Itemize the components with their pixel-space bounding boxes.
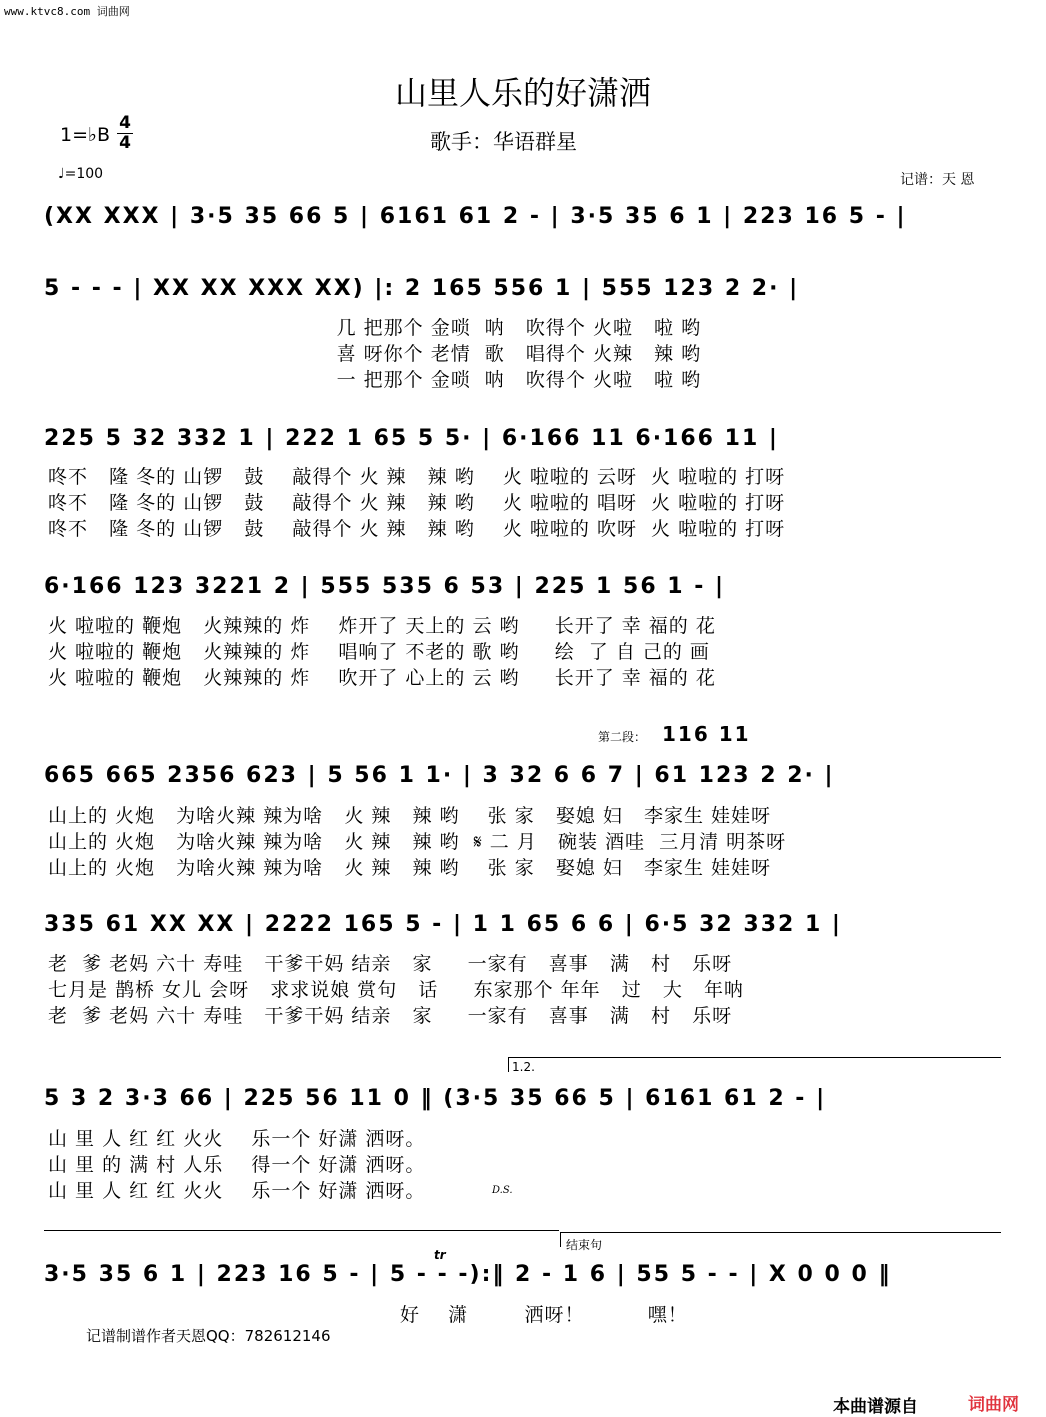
coda-bracket <box>560 1232 1001 1247</box>
lyric-verse-1: 几 把那个 金唢 呐 吹得个 火啦 啦 哟 <box>48 317 702 339</box>
lyric-verse-3: 山上的 火炮 为啥火辣 辣为啥 火 辣 辣 哟 张 家 娶媳 妇 李家生 娃娃呀 <box>48 857 772 879</box>
meter-top: 4 <box>119 113 131 133</box>
tempo-marking: ♩=100 <box>58 166 104 182</box>
repeat-bracket <box>44 1230 559 1245</box>
trill-mark: tr <box>434 1248 446 1262</box>
score-row-4-lyrics <box>48 613 716 691</box>
lyric-verse-1: 山上的 火炮 为啥火辣 辣为啥 火 辣 辣 哟 张 家 娶媳 妇 李家生 娃娃呀 <box>48 805 772 827</box>
meter-bottom: 4 <box>119 133 131 153</box>
notator-credit: 记谱：天 恩 <box>900 172 975 188</box>
time-signature <box>115 114 135 153</box>
lyric-verse-1: 火 啦啦的 鞭炮 火辣辣的 炸 炸开了 天上的 云 哟 长开了 幸 福的 花 <box>48 615 716 637</box>
lyric-verse-3: 咚不 隆 冬的 山锣 鼓 敲得个 火 辣 辣 哟 火 啦啦的 吹呀 火 啦啦的 打呀 <box>48 518 786 540</box>
score-row-6-notes: 335 61 XX XX | 2222 165 5 - | 1 1 65 6 6 | 6·5 32 332 1 | <box>44 912 842 937</box>
lyric-verse-3: 一 把那个 金唢 呐 吹得个 火啦 啦 哟 <box>48 369 702 391</box>
lyric-verse-2: 喜 呀你个 老情 歌 唱得个 火辣 辣 哟 <box>48 343 702 365</box>
score-row-3-lyrics <box>48 464 785 542</box>
site-watermark: www.ktvc8.com 词曲网 <box>4 5 130 18</box>
lyric-verse-2: 咚不 隆 冬的 山锣 鼓 敲得个 火 辣 辣 哟 火 啦啦的 唱呀 火 啦啦的 打呀 <box>48 492 786 514</box>
lyric-verse-2: 火 啦啦的 鞭炮 火辣辣的 炸 唱响了 不老的 歌 哟 绘 了 自 己的 画 <box>48 641 710 663</box>
score-row-2-notes: 5 - - - | XX XX XXX XX) |: 2 165 556 1 | 555 123 2 2· | <box>44 276 800 301</box>
second-part-notes: 116 11 <box>662 722 751 746</box>
song-title: 山里人乐的好潇洒 <box>394 74 651 112</box>
coda-label: 结束句 <box>566 1238 603 1252</box>
ending-label: 1.2. <box>512 1060 535 1074</box>
score-row-3-notes: 225 5 32 332 1 | 222 1 65 5 5· | 6·166 11 6·166 11 | <box>44 426 779 451</box>
brand-logo: 词曲网 <box>968 1395 1019 1415</box>
score-row-2-lyrics <box>48 315 701 393</box>
lyric-verse-1: 咚不 隆 冬的 山锣 鼓 敲得个 火 辣 辣 哟 火 啦啦的 云呀 火 啦啦的 打呀 <box>48 466 786 488</box>
score-row-7-lyrics <box>48 1126 425 1204</box>
dal-segno-mark: D.S. <box>492 1185 513 1196</box>
footer-credit: 记谱制谱作者天恩QQ：782612146 <box>86 1327 331 1345</box>
score-row-7-notes: 5 3 2 3·3 66 | 225 56 11 0 ‖ (3·5 35 66 5 | 6161 61 2 - | <box>44 1086 827 1111</box>
lyric-verse-2: 山上的 火炮 为啥火辣 辣为啥 火 辣 辣 哟 𝄋 二 月 碗装 酒哇 三月清 明茶呀 <box>48 831 787 853</box>
score-row-8-notes: 3·5 35 6 1 | 223 16 5 - | 5 - - -):‖ 2 - 1 6 | 55 5 - - | X 0 0 0 ‖ <box>44 1262 892 1287</box>
score-row-5-lyrics <box>48 803 786 881</box>
source-label: 本曲谱源自 <box>833 1397 918 1417</box>
volta-bracket <box>508 1057 1001 1072</box>
second-part-label: 第二段： <box>598 730 647 744</box>
lyric-verse-1: 老 爹 老妈 六十 寿哇 干爹干妈 结亲 家 一家有 喜事 满 村 乐呀 <box>48 953 733 975</box>
key-signature: 1=♭B <box>60 124 111 146</box>
lyric-verse-2: 七月是 鹊桥 女儿 会呀 求求说娘 赏句 话 东家那个 年年 过 大 年呐 <box>48 979 744 1001</box>
score-row-4-notes: 6·166 123 3221 2 | 555 535 6 53 | 225 1 56 1 - | <box>44 574 726 599</box>
score-row-6-lyrics <box>48 951 744 1029</box>
score-row-5-notes: 665 665 2356 623 | 5 56 1 1· | 3 32 6 6 7 | 61 123 2 2· | <box>44 763 835 788</box>
lyric-verse-3: 老 爹 老妈 六十 寿哇 干爹干妈 结亲 家 一家有 喜事 满 村 乐呀 <box>48 1005 733 1027</box>
lyric-verse-3: 火 啦啦的 鞭炮 火辣辣的 炸 吹开了 心上的 云 哟 长开了 幸 福的 花 <box>48 667 716 689</box>
lyric-ending: 好 潇 洒呀！ 嘿！ <box>48 1304 688 1326</box>
lyric-verse-2: 山 里 的 满 村 人乐 得一个 好潇 洒呀。 <box>48 1154 426 1176</box>
lyric-verse-1: 山 里 人 红 红 火火 乐一个 好潇 洒呀。 <box>48 1128 426 1150</box>
singer: 歌手：华语群星 <box>430 130 577 154</box>
score-row-1-notes: (XX XXX | 3·5 35 66 5 | 6161 61 2 - | 3·5 35 6 1 | 223 16 5 - | <box>44 204 907 229</box>
lyric-verse-3: 山 里 人 红 红 火火 乐一个 好潇 洒呀。 <box>48 1180 426 1202</box>
